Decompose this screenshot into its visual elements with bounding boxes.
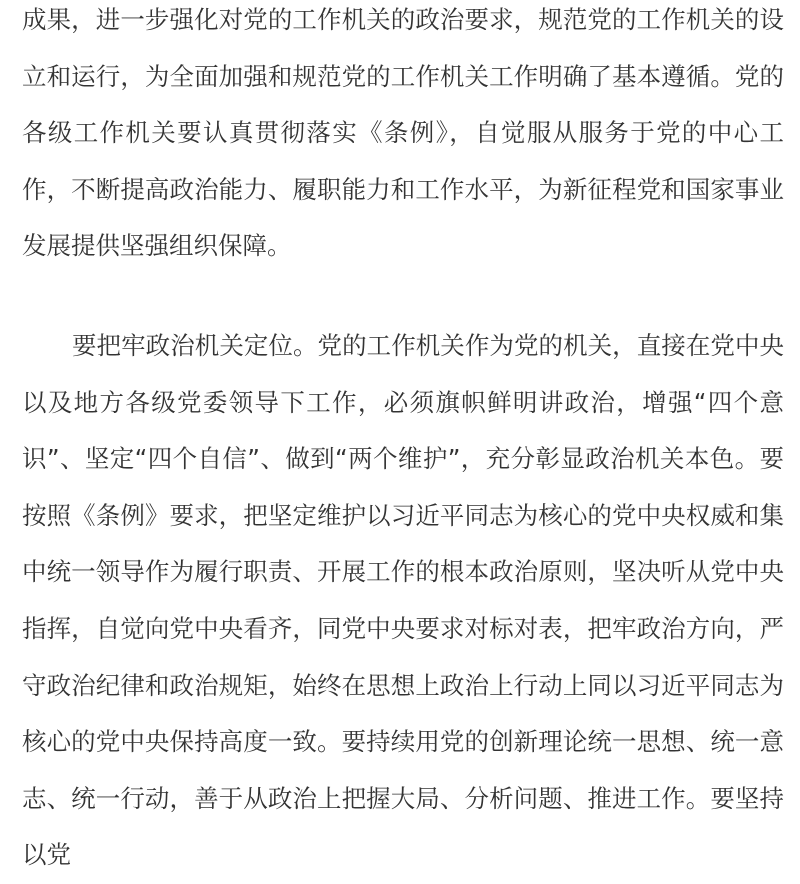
paragraph-political-organ-positioning: 要把牢政治机关定位。党的工作机关作为党的机关，直接在党中央以及地方各级党委领导下工作，必须旗帜鲜明讲政治，增强“四个意识”、坚定“四个自信”、做到“两个维护”，充分彰显政治机关本色。要按照《条例》要求，把坚定维护以习近平同志为核心的党中央权威和集中统一领导作为履行职责、开展工作的根本政治原则，坚决听从党中央指挥，自觉向党中央看齐，同党中央要求对标对表，把牢政治方向，严守政治纪律和政治规矩，始终在思想上政治上行动上同以习近平同志为核心的党中央保持高度一致。要持续用党的创新理论统一思想、统一意志、统一行动，善于从政治上把握大局、分析问题、推进工作。要坚持以党	[22, 330, 784, 870]
paragraph-continuation: 成果，进一步强化对党的工作机关的政治要求，规范党的工作机关的设立和运行，为全面加强和规范党的工作机关工作明确了基本遵循。党的各级工作机关要认真贯彻落实《条例》，自觉服从服务于党的中心工作，不断提高政治能力、履职能力和工作水平，为新征程党和国家事业发展提供坚强组织保障。	[22, 5, 784, 261]
article-body	[22, 0, 784, 884]
paragraph-gap	[22, 275, 784, 318]
